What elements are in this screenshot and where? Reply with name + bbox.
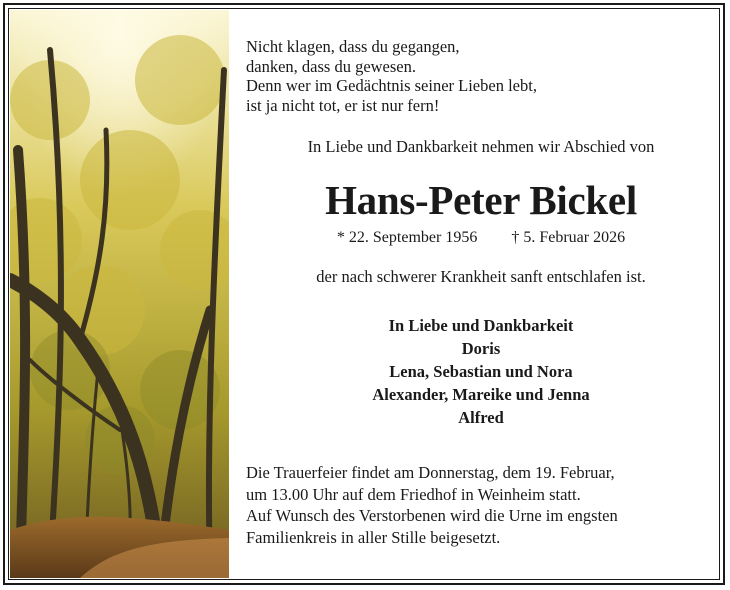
funeral-line: Auf Wunsch des Verstorbenen wird die Urne im engsten	[246, 506, 618, 525]
poem	[246, 37, 537, 115]
funeral-details	[246, 462, 618, 548]
mourner-name: Lena, Sebastian und Nora	[389, 362, 573, 381]
poem-line: ist ja nicht tot, er ist nur fern!	[246, 95, 440, 115]
life-dates	[246, 229, 716, 247]
birth-date: * 22. September 1956	[336, 229, 478, 246]
poem-line: danken, dass du gewesen.	[246, 56, 416, 76]
funeral-line: Die Trauerfeier findet am Donnerstag, dem 19. Februar,	[246, 463, 615, 482]
mourners-heading: In Liebe und Dankbarkeit	[388, 316, 574, 335]
funeral-line: um 13.00 Uhr auf dem Friedhof in Weinheim statt.	[246, 484, 581, 504]
forest-photo	[10, 10, 229, 578]
poem-line: Nicht klagen, dass du gegangen,	[246, 37, 460, 56]
mourners-block	[246, 314, 716, 429]
mourner-name: Doris	[461, 339, 501, 358]
mourner-name: Alexander, Mareike und Jenna	[372, 385, 590, 404]
mourner-name: Alfred	[458, 408, 504, 427]
funeral-line: Familienkreis in aller Stille beigesetzt.	[246, 527, 501, 547]
deceased-name: Hans-Peter Bickel	[325, 177, 637, 223]
farewell-intro: In Liebe und Dankbarkeit nehmen wir Abschied von	[307, 137, 655, 156]
death-date: † 5. Februar 2026	[511, 229, 626, 246]
passing-statement: der nach schwerer Krankheit sanft entschlafen ist.	[316, 267, 646, 286]
poem-line: Denn wer im Gedächtnis seiner Lieben lebt,	[246, 76, 537, 95]
